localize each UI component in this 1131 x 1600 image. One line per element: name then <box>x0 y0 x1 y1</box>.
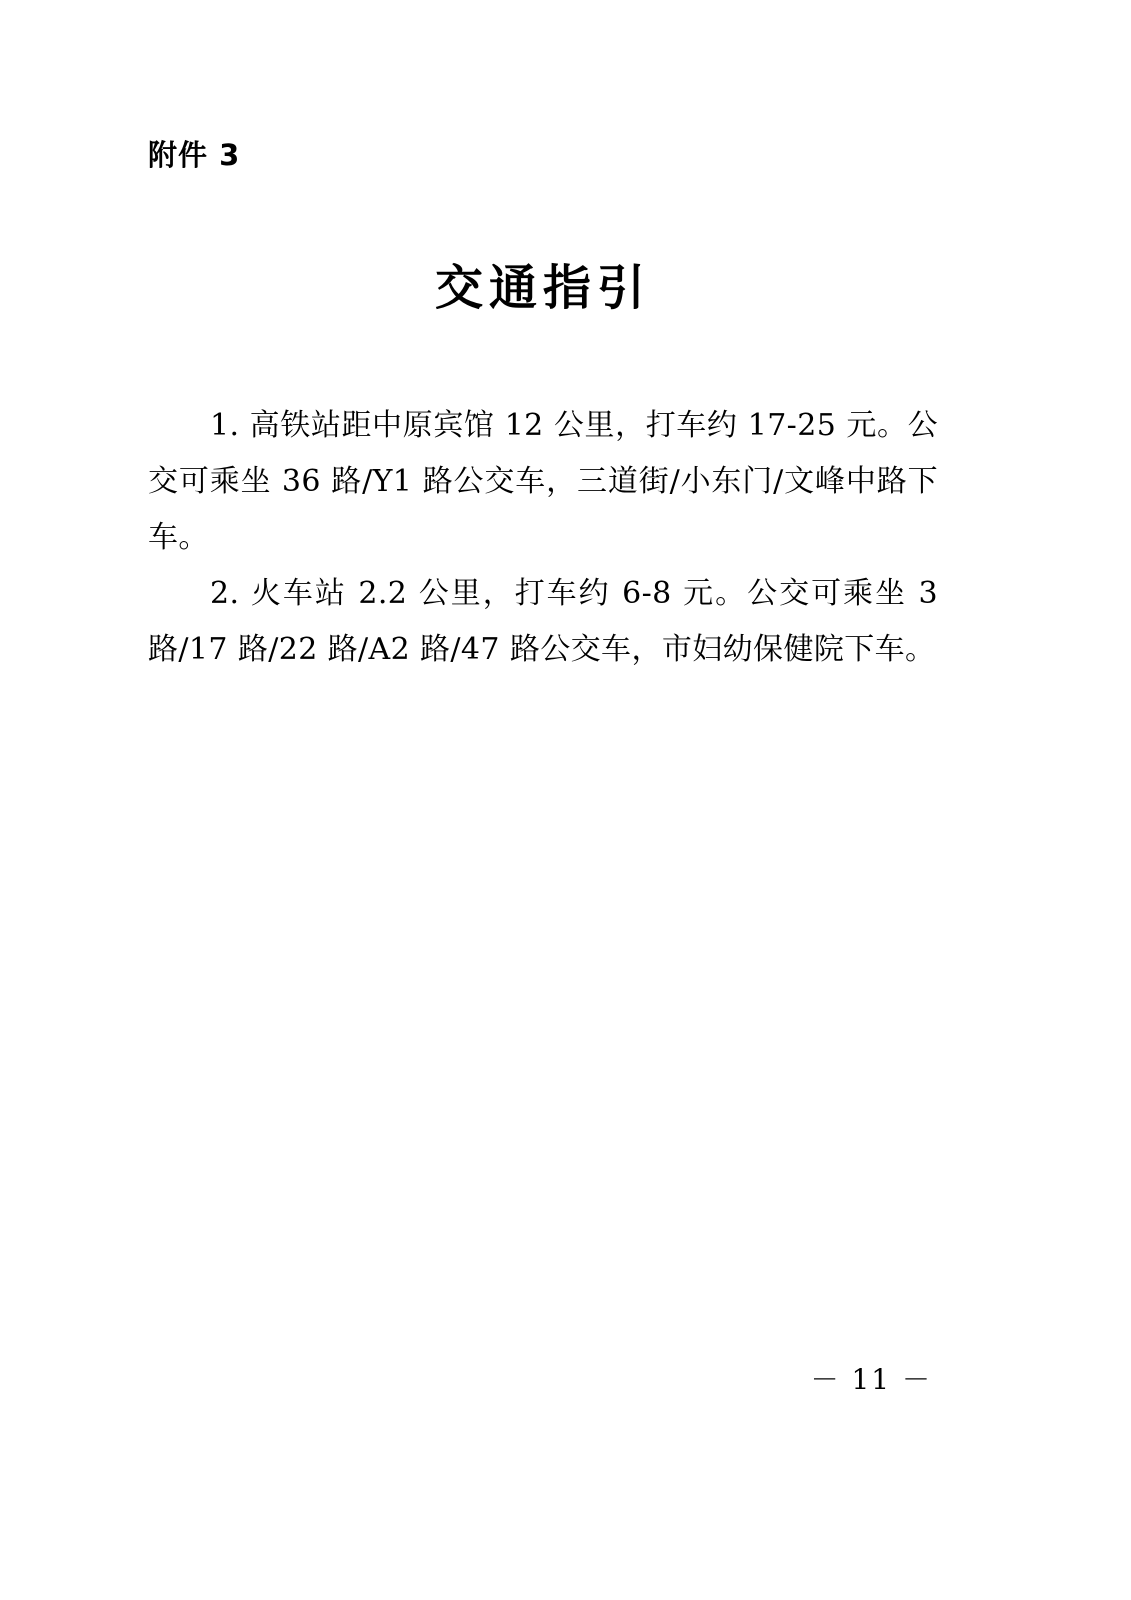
page-number: － 11 － <box>810 1363 932 1396</box>
page-title: 交通指引 <box>434 260 651 316</box>
attachment-label: 附件 3 <box>148 138 241 172</box>
paragraph-2: 2. 火车站 2.2 公里，打车约 6-8 元。公交可乘坐 3 路/17 路/22 路/A2 路/47 路公交车，市妇幼保健院下车。 <box>148 576 938 667</box>
paragraph-1: 1. 高铁站距中原宾馆 12 公里，打车约 17-25 元。公交可乘坐 36 路/Y1 路公交车，三道街/小东门/文峰中路下车。 <box>148 408 938 555</box>
body-text <box>148 398 938 678</box>
page-content <box>148 0 938 1600</box>
